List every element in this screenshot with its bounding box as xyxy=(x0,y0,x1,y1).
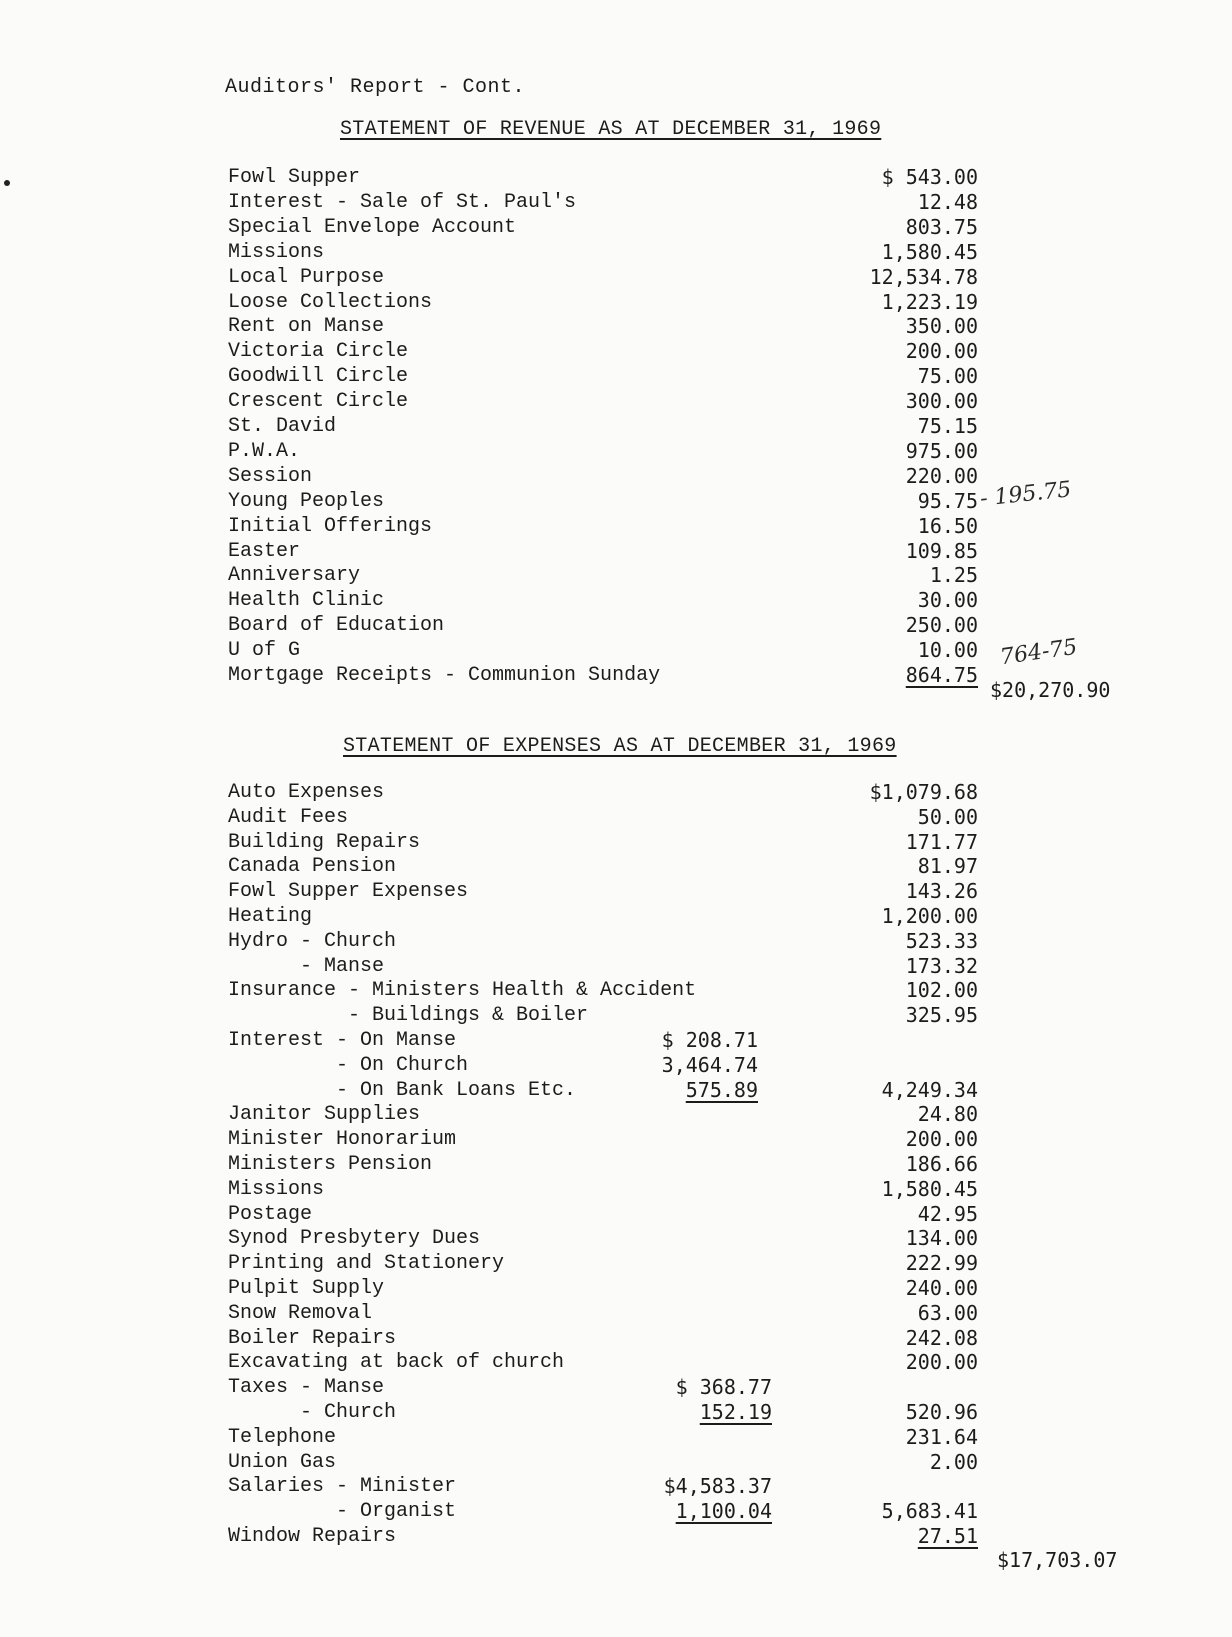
expense-row-label: Union Gas xyxy=(228,1450,337,1474)
expense-row-label: Printing and Stationery xyxy=(228,1252,505,1276)
expense-row-amount: 134.00 xyxy=(905,1226,978,1251)
revenue-row-amount: 95.75 xyxy=(917,488,978,513)
revenue-row-label: St. David xyxy=(228,415,337,438)
revenue-row-amount: 12.48 xyxy=(917,189,978,214)
revenue-row-label: Rent on Manse xyxy=(228,315,385,339)
revenue-row-label: Board of Education xyxy=(228,614,445,638)
revenue-row xyxy=(0,215,1232,240)
revenue-row xyxy=(0,539,1232,564)
handwritten-note-young-peoples: - 195.75 xyxy=(978,477,1073,512)
expense-row xyxy=(0,879,1232,904)
expense-row-label: - On Bank Loans Etc. xyxy=(228,1078,577,1102)
expense-row xyxy=(0,978,1232,1003)
revenue-row-amount: 1,580.45 xyxy=(881,239,978,264)
expense-row xyxy=(0,1127,1232,1152)
expense-row-amount: 4,249.34 xyxy=(881,1077,978,1102)
expense-row-amount: 325.95 xyxy=(905,1003,978,1028)
expense-row xyxy=(0,1028,1232,1053)
expense-row-amount: 231.64 xyxy=(905,1424,978,1449)
revenue-row-amount: 75.00 xyxy=(917,364,978,389)
revenue-row xyxy=(0,514,1232,539)
expenses-title: STATEMENT OF EXPENSES AS AT DECEMBER 31, 1969 xyxy=(343,735,897,758)
expense-row xyxy=(0,1474,1232,1499)
report-header: Auditors' Report - Cont. xyxy=(225,76,526,99)
revenue-row xyxy=(0,563,1232,588)
expense-row-amount: 81.97 xyxy=(917,854,978,879)
expense-row-label: Building Repairs xyxy=(228,830,421,854)
expense-row-amount: 42.95 xyxy=(917,1201,978,1226)
expenses-total: $17,703.07 xyxy=(997,1548,1118,1572)
expense-row-subamount: 1,100.04 xyxy=(675,1499,772,1524)
revenue-row-amount: 864.75 xyxy=(905,663,978,687)
expense-row-label: Auto Expenses xyxy=(228,781,385,804)
expense-row-subamount: $4,583.37 xyxy=(663,1474,772,1499)
revenue-row-label: Loose Collections xyxy=(228,290,433,314)
expense-row-label: Postage xyxy=(228,1202,313,1226)
revenue-row-amount: 975.00 xyxy=(905,438,978,463)
revenue-row-amount: 200.00 xyxy=(905,339,978,364)
revenue-row xyxy=(0,613,1232,638)
expense-row-label: Ministers Pension xyxy=(228,1153,433,1176)
expense-row xyxy=(0,1301,1232,1326)
expense-row-amount: 523.33 xyxy=(905,928,978,953)
expense-row xyxy=(0,1276,1232,1301)
revenue-row-label: Victoria Circle xyxy=(228,340,409,364)
expense-row-label: Salaries - Minister xyxy=(228,1475,457,1499)
revenue-row-label: Crescent Circle xyxy=(228,390,409,414)
expense-row xyxy=(0,1499,1232,1524)
expense-row-amount: 143.26 xyxy=(905,879,978,904)
revenue-title: STATEMENT OF REVENUE AS AT DECEMBER 31, 1969 xyxy=(340,118,882,141)
paper-speck xyxy=(4,180,10,186)
revenue-row-amount: 1.25 xyxy=(929,563,978,588)
revenue-row-amount: 30.00 xyxy=(917,588,978,613)
expense-row xyxy=(0,854,1232,879)
expense-row-amount: 242.08 xyxy=(905,1325,978,1350)
revenue-row-label: Easter xyxy=(228,539,301,563)
expense-row-label: Taxes - Manse xyxy=(228,1376,385,1400)
expense-row xyxy=(0,1078,1232,1103)
expense-row xyxy=(0,954,1232,979)
revenue-row-label: Special Envelope Account xyxy=(228,215,517,239)
expense-row-label: - Church xyxy=(228,1401,397,1424)
expense-row-label: Synod Presbytery Dues xyxy=(228,1227,481,1251)
revenue-row xyxy=(0,240,1232,265)
expense-row-amount: 50.00 xyxy=(917,804,978,829)
expense-row-amount: 27.51 xyxy=(917,1524,978,1548)
revenue-row xyxy=(0,389,1232,414)
expense-row xyxy=(0,1177,1232,1202)
expense-row-label: - On Church xyxy=(228,1053,469,1077)
expense-row-subamount: $ 208.71 xyxy=(661,1028,758,1052)
expense-row xyxy=(0,1375,1232,1400)
revenue-row-amount: 10.00 xyxy=(917,638,978,663)
expense-row-amount: 24.80 xyxy=(917,1102,978,1127)
revenue-row-amount: 12,534.78 xyxy=(869,264,978,289)
expense-row-amount: 186.66 xyxy=(905,1152,978,1176)
expense-row-amount: 102.00 xyxy=(905,978,978,1003)
revenue-row-label: Mortgage Receipts - Communion Sunday xyxy=(228,664,661,687)
revenue-row-amount: $ 543.00 xyxy=(881,165,978,189)
expense-row-label: Heating xyxy=(228,905,313,928)
expense-row-label: Snow Removal xyxy=(228,1301,373,1325)
expense-row-amount: 222.99 xyxy=(905,1251,978,1276)
expense-row-label: Canada Pension xyxy=(228,855,397,879)
revenue-row xyxy=(0,314,1232,339)
revenue-row-label: Local Purpose xyxy=(228,265,385,289)
revenue-row xyxy=(0,588,1232,613)
expense-row xyxy=(0,1400,1232,1425)
expense-row xyxy=(0,1450,1232,1475)
revenue-row xyxy=(0,364,1232,389)
expense-row-label: Minister Honorarium xyxy=(228,1128,457,1152)
expense-row-label: Interest - On Manse xyxy=(228,1029,457,1052)
revenue-row-label: Interest - Sale of St. Paul's xyxy=(228,190,577,214)
expense-row xyxy=(0,1350,1232,1375)
expense-row xyxy=(0,1053,1232,1078)
expense-row xyxy=(0,1152,1232,1177)
expense-row xyxy=(0,1102,1232,1127)
revenue-total: $20,270.90 xyxy=(990,678,1111,702)
expense-row-amount: $1,079.68 xyxy=(869,780,978,804)
expense-row-amount: 1,580.45 xyxy=(881,1176,978,1201)
expense-row-label: Boiler Repairs xyxy=(228,1326,397,1350)
expense-row xyxy=(0,1202,1232,1227)
expense-row-subamount: 152.19 xyxy=(699,1400,772,1424)
revenue-row-amount: 350.00 xyxy=(905,314,978,339)
expense-row-amount: 520.96 xyxy=(905,1400,978,1424)
revenue-row-label: Missions xyxy=(228,240,325,264)
revenue-row-amount: 109.85 xyxy=(905,538,978,563)
expense-row xyxy=(0,1326,1232,1351)
expense-row xyxy=(0,929,1232,954)
revenue-row-amount: 1,223.19 xyxy=(881,289,978,314)
expense-row xyxy=(0,1226,1232,1251)
expense-row xyxy=(0,1425,1232,1450)
expense-row xyxy=(0,904,1232,929)
revenue-row-amount: 250.00 xyxy=(905,613,978,638)
expense-row-label: Janitor Supplies xyxy=(228,1103,421,1127)
revenue-row-amount: 220.00 xyxy=(905,463,978,488)
expense-row-label: - Organist xyxy=(228,1500,457,1524)
expense-row-label: Audit Fees xyxy=(228,805,349,829)
expense-row xyxy=(0,830,1232,855)
expense-row-amount: 200.00 xyxy=(905,1127,978,1152)
expense-row-amount: 5,683.41 xyxy=(881,1499,978,1524)
revenue-row-label: Initial Offerings xyxy=(228,514,433,538)
revenue-row-label: Goodwill Circle xyxy=(228,365,409,389)
revenue-row-label: Anniversary xyxy=(228,564,361,588)
revenue-row xyxy=(0,290,1232,315)
revenue-row xyxy=(0,190,1232,215)
expense-row-label: Window Repairs xyxy=(228,1525,397,1548)
expense-row xyxy=(0,1524,1232,1549)
revenue-row-label: Health Clinic xyxy=(228,589,385,613)
expense-row xyxy=(0,1251,1232,1276)
expense-row-subamount: 575.89 xyxy=(685,1077,758,1102)
expense-row-label: Fowl Supper Expenses xyxy=(228,880,469,904)
expense-row-label: - Manse xyxy=(228,954,385,978)
expense-row-label: - Buildings & Boiler xyxy=(228,1004,589,1028)
revenue-row-label: Session xyxy=(228,464,313,488)
expense-row-label: Telephone xyxy=(228,1425,337,1449)
expense-row-label: Excavating at back of church xyxy=(228,1351,565,1375)
expense-row xyxy=(0,780,1232,805)
revenue-row-amount: 75.15 xyxy=(917,414,978,438)
revenue-row-label: Fowl Supper xyxy=(228,166,361,189)
expense-row-amount: 173.32 xyxy=(905,953,978,978)
expense-row-label: Missions xyxy=(228,1177,325,1201)
revenue-row-label: U of G xyxy=(228,639,301,663)
expense-row-amount: 1,200.00 xyxy=(881,904,978,928)
expense-row-subamount: 3,464.74 xyxy=(661,1052,758,1077)
expense-row-label: Insurance - Ministers Health & Accident xyxy=(228,979,697,1003)
expense-row-amount: 171.77 xyxy=(905,829,978,854)
revenue-row-amount: 300.00 xyxy=(905,389,978,414)
revenue-row xyxy=(0,339,1232,364)
expense-row xyxy=(0,805,1232,830)
revenue-row xyxy=(0,265,1232,290)
expense-row-label: Hydro - Church xyxy=(228,929,397,953)
expense-row-amount: 200.00 xyxy=(905,1350,978,1375)
revenue-row-label: Young Peoples xyxy=(228,489,385,513)
revenue-row-amount: 16.50 xyxy=(917,513,978,538)
revenue-row xyxy=(0,439,1232,464)
revenue-row-label: P.W.A. xyxy=(228,439,301,463)
expense-row-amount: 63.00 xyxy=(917,1300,978,1325)
expense-row-label: Pulpit Supply xyxy=(228,1277,385,1300)
revenue-row-amount: 803.75 xyxy=(905,214,978,239)
expense-row-subamount: $ 368.77 xyxy=(675,1375,772,1400)
expense-row-amount: 240.00 xyxy=(905,1276,978,1300)
handwritten-note-mortgage: 764-75 xyxy=(998,634,1079,671)
expense-row xyxy=(0,1003,1232,1028)
expense-row-amount: 2.00 xyxy=(929,1449,978,1474)
revenue-row xyxy=(0,414,1232,439)
revenue-row xyxy=(0,165,1232,190)
